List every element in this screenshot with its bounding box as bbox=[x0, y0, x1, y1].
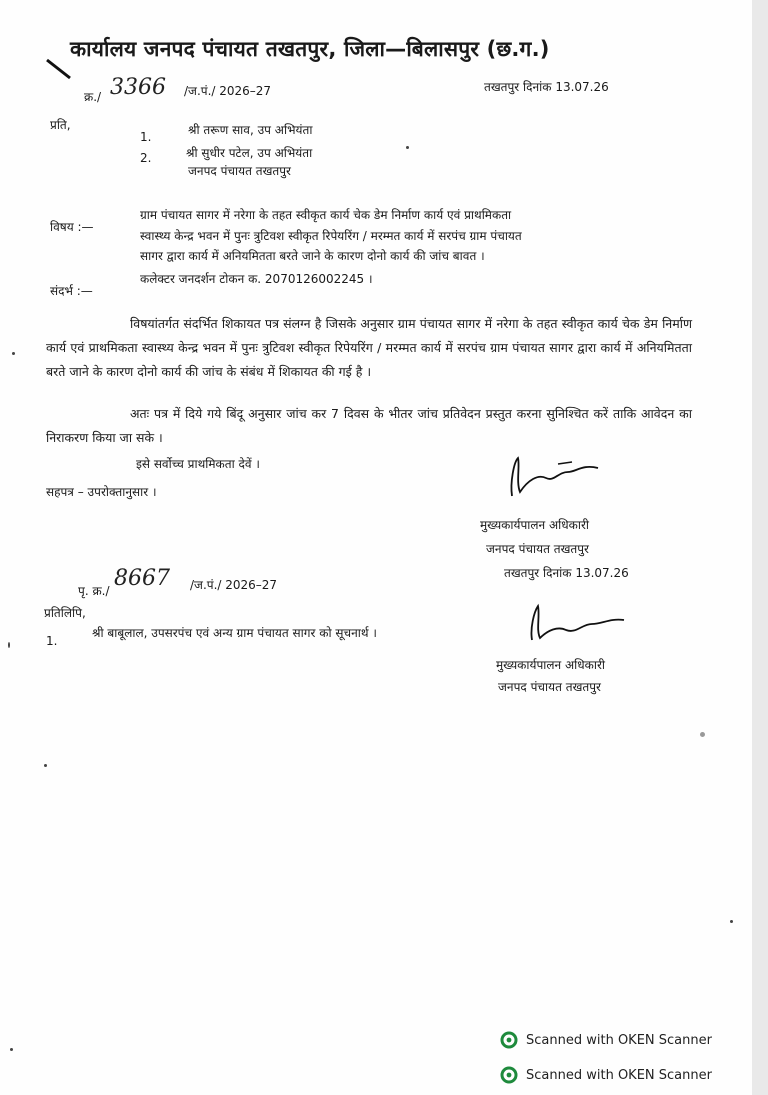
enclosure-note: सहपत्र – उपरोक्तानुसार । bbox=[46, 485, 157, 499]
ref-prefix: क्र./ bbox=[84, 90, 102, 104]
scanner-watermark-1-text: Scanned with OKEN Scanner bbox=[526, 1032, 712, 1048]
ref-suffix: /ज.पं./ 2026–27 bbox=[184, 84, 272, 98]
reference-text: कलेक्टर जनदर्शन टोकन क. 2070126002245 । bbox=[140, 272, 373, 286]
speck bbox=[406, 146, 409, 149]
recipient-2-text: श्री सुधीर पटेल, उप अभियंता bbox=[186, 146, 313, 160]
signature-2-scribble bbox=[520, 600, 630, 650]
endorsement-prefix: पृ. क्र./ bbox=[78, 584, 110, 598]
speck bbox=[12, 352, 15, 355]
scanner-watermark-1 bbox=[500, 1031, 712, 1049]
speck bbox=[8, 642, 10, 648]
recipient-2-num: 2. bbox=[140, 151, 152, 165]
ref-date: तखतपुर दिनांक 13.07.26 bbox=[484, 80, 609, 94]
body-paragraph-1: विषयांतर्गत संदर्भित शिकायत पत्र संलग्न है जिसके अनुसार ग्राम पंचायत सागर में नरेगा के तहत स्वीकृत कार्य चेक डेम निर्माण कार्य एवं प्राथमिकता स्वास्थ्य केन्द्र भवन में पुनः त्रुटिवश स्वीकृत रिपेयरिंग / मरम्मत कार्य में सरपंच ग्राम पंचायत सागर द्वारा कार्य में अनियमितता बरते जाने के कारण दोनो कार्य की जांच के संबंध में शिकायत की गई है । bbox=[46, 316, 692, 379]
subject-line-3: सागर द्वारा कार्य में अनियमितता बरते जाने के कारण दोनो कार्य की जांच बावत । bbox=[140, 249, 485, 263]
copy-label: प्रतिलिपि, bbox=[44, 606, 86, 620]
signature-1-date: तखतपुर दिनांक 13.07.26 bbox=[504, 566, 629, 580]
signature-2-title: मुख्यकार्यपालन अधिकारी bbox=[496, 658, 605, 672]
signature-1-title: मुख्यकार्यपालन अधिकारी bbox=[480, 518, 589, 532]
recipient-1-num: 1. bbox=[140, 130, 152, 144]
endorsement-suffix: /ज.पं./ 2026–27 bbox=[190, 578, 278, 592]
copy-item-1-text: श्री बाबूलाल, उपसरपंच एवं अन्य ग्राम पंचायत सागर को सूचनार्थ । bbox=[92, 626, 377, 640]
endorsement-number: 8667 bbox=[114, 566, 170, 591]
signature-2-office: जनपद पंचायत तखतपुर bbox=[498, 680, 601, 694]
signature-1-office: जनपद पंचायत तखतपुर bbox=[486, 542, 589, 556]
recipients-office: जनपद पंचायत तखतपुर bbox=[188, 164, 291, 178]
office-header: कार्यालय जनपद पंचायत तखतपुर, जिला—बिलासपुर (छ.ग.) bbox=[70, 37, 550, 61]
speck bbox=[730, 920, 733, 923]
speck bbox=[10, 1048, 13, 1051]
body-paragraph-2: अतः पत्र में दिये गये बिंदू अनुसार जांच कर 7 दिवस के भीतर जांच प्रतिवेदन प्रस्तुत करना सुनिश्चित करें ताकि आवेदन का निराकरण किया जा सके । bbox=[46, 406, 692, 445]
prati-label: प्रति, bbox=[50, 118, 71, 132]
body-paragraph-3: इसे सर्वोच्च प्राथमिकता देवें । bbox=[136, 457, 260, 471]
recipient-1-text: श्री तरूण साव, उप अभियंता bbox=[188, 123, 313, 137]
ref-number: 3366 bbox=[110, 75, 166, 100]
scan-edge bbox=[752, 0, 768, 1095]
reference-label: संदर्भ :— bbox=[50, 284, 93, 298]
signature-1-scribble bbox=[498, 452, 608, 502]
oken-logo-icon bbox=[500, 1031, 518, 1049]
oken-logo-icon bbox=[500, 1066, 518, 1084]
scanner-watermark-2 bbox=[500, 1066, 712, 1084]
speck bbox=[700, 732, 705, 737]
speck bbox=[44, 764, 47, 767]
scanner-watermark-2-text: Scanned with OKEN Scanner bbox=[526, 1067, 712, 1083]
subject-line-2: स्वास्थ्य केन्द्र भवन में पुनः त्रुटिवश स्वीकृत रिपेयरिंग / मरम्मत कार्य में सरपंच ग्राम पंचायत bbox=[140, 229, 522, 243]
copy-item-1-num: 1. bbox=[46, 634, 58, 648]
subject-label: विषय :— bbox=[50, 220, 94, 234]
subject-line-1: ग्राम पंचायत सागर में नरेगा के तहत स्वीकृत कार्य चेक डेम निर्माण कार्य एवं प्राथमिकता bbox=[140, 208, 512, 222]
